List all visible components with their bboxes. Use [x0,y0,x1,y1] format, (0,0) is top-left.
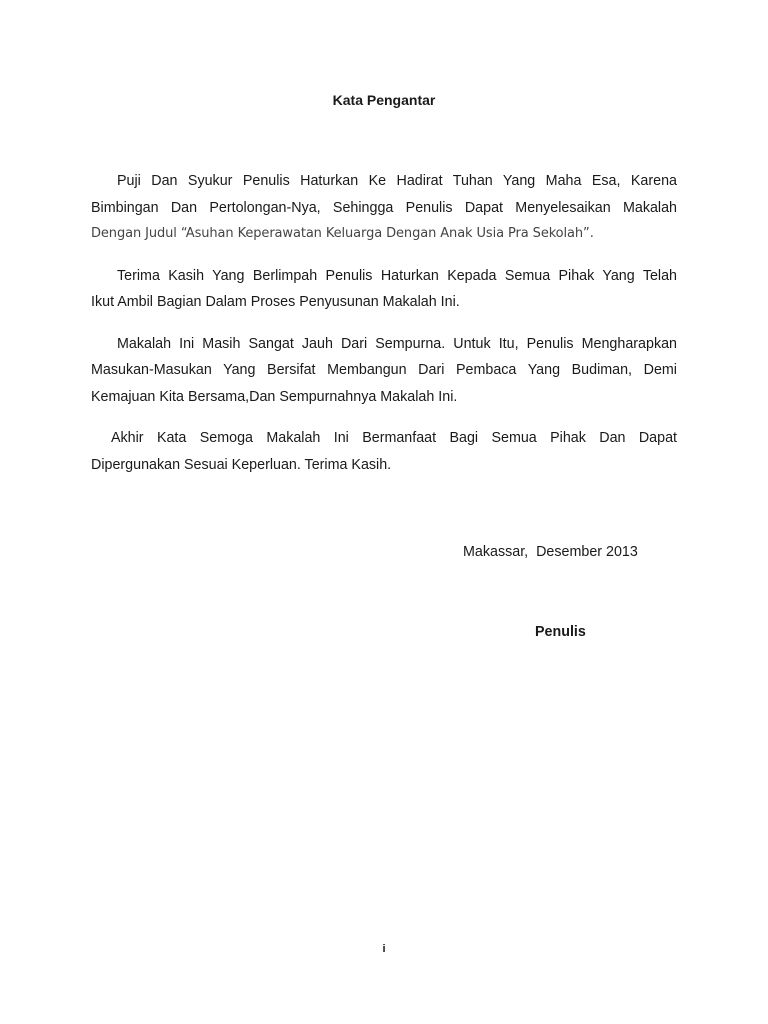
paragraph-line: Masukan-Masukan Yang Bersifat Membangun Dari Pembaca Yang Budiman, Demi [91,362,677,378]
signature-label: Penulis [535,624,586,640]
paragraph-line: Terima Kasih Yang Berlimpah Penulis Haturkan Kepada Semua Pihak Yang Telah [117,267,677,284]
paragraph-1 [91,168,677,248]
paragraph-line: Akhir Kata Semoga Makalah Ini Bermanfaat Bagi Semua Pihak Dan Dapat [111,430,677,446]
paragraph-3 [91,331,677,411]
paragraph-line: Dengan Judul “Asuhan Keperawatan Keluarga Dengan Anak Usia Pra Sekolah”. [91,226,594,241]
paragraph-line: Puji Dan Syukur Penulis Haturkan Ke Hadirat Tuhan Yang Maha Esa, Karena [117,173,677,189]
paragraph-4 [91,425,677,478]
paragraph-line: Kemajuan Kita Bersama,Dan Sempurnahnya Makalah Ini. [91,388,458,405]
paragraph-2 [91,263,677,316]
page-title: Kata Pengantar [332,92,436,108]
paragraph-line: Bimbingan Dan Pertolongan-Nya, Sehingga Penulis Dapat Menyelesaikan Makalah [91,199,677,216]
paragraph-line: Dipergunakan Sesuai Keperluan. Terima Kasih. [91,456,392,473]
page-number: i [382,943,386,955]
paragraph-line: Makalah Ini Masih Sangat Jauh Dari Sempurna. Untuk Itu, Penulis Mengharapkan [117,335,677,352]
place-date: Makassar, Desember 2013 [463,544,638,560]
paragraph-line: Ikut Ambil Bagian Dalam Proses Penyusunan Makalah Ini. [91,294,460,310]
body-text [91,168,677,493]
